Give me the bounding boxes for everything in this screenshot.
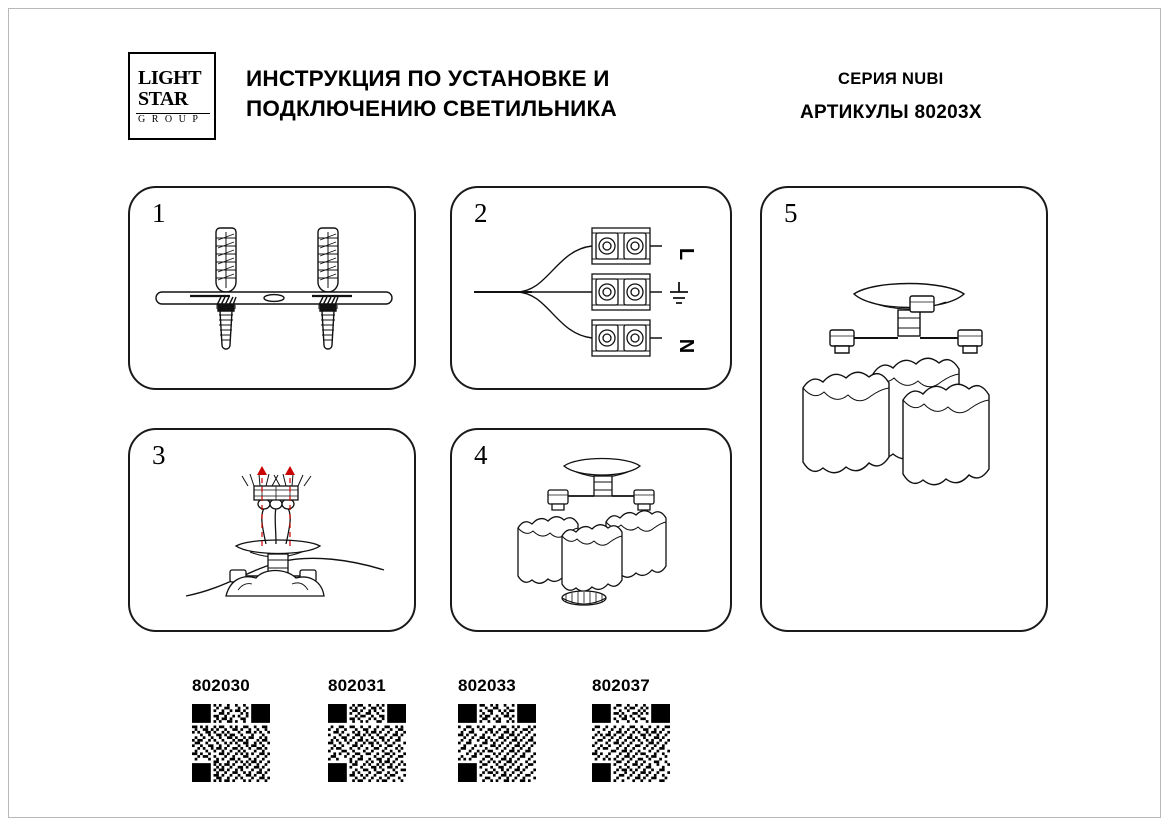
logo-line-2: STAR <box>138 87 188 110</box>
step-number-3: 3 <box>152 440 166 470</box>
step-5-illustration <box>762 188 1050 634</box>
logo-line-1: LIGHT <box>138 66 202 89</box>
step-panel-5 <box>760 186 1048 632</box>
code-item-2 <box>458 676 536 782</box>
article-label: АРТИКУЛЫ 80203Х <box>800 102 982 123</box>
step-number-2: 2 <box>474 198 488 228</box>
code-label-3: 802037 <box>592 676 650 695</box>
lightstar-logo <box>128 52 216 140</box>
code-item-1 <box>328 676 406 782</box>
step-panel-3 <box>128 428 416 632</box>
step-number-1: 1 <box>152 198 166 228</box>
qr-code-802033 <box>458 704 536 782</box>
qr-code-802037 <box>592 704 670 782</box>
code-item-3 <box>592 676 670 782</box>
step-number-5: 5 <box>784 198 798 228</box>
step-number-4: 4 <box>474 440 488 470</box>
terminal-label-earth <box>670 282 688 303</box>
step-panel-1 <box>128 186 416 390</box>
terminal-label-neutral: N <box>675 338 697 354</box>
step-panel-2 <box>450 186 732 390</box>
qr-code-802030 <box>192 704 270 782</box>
page-title: ИНСТРУКЦИЯ ПО УСТАНОВКЕ И ПОДКЛЮЧЕНИЮ СВЕТИЛЬНИКА <box>246 66 617 121</box>
series-label: СЕРИЯ NUBI <box>838 70 944 88</box>
qr-code-802031 <box>328 704 406 782</box>
step-2-illustration <box>452 188 734 392</box>
code-label-0: 802030 <box>192 676 250 695</box>
logo-divider <box>136 113 210 114</box>
step-1-illustration <box>130 188 418 392</box>
code-item-0 <box>192 676 270 782</box>
code-label-1: 802031 <box>328 676 386 695</box>
step-3-illustration <box>130 430 418 634</box>
step-panel-4 <box>450 428 732 632</box>
step-4-illustration <box>452 430 734 634</box>
logo-line-3: G R O U P <box>138 113 200 125</box>
code-label-2: 802033 <box>458 676 516 695</box>
terminal-label-live: L <box>675 247 697 261</box>
